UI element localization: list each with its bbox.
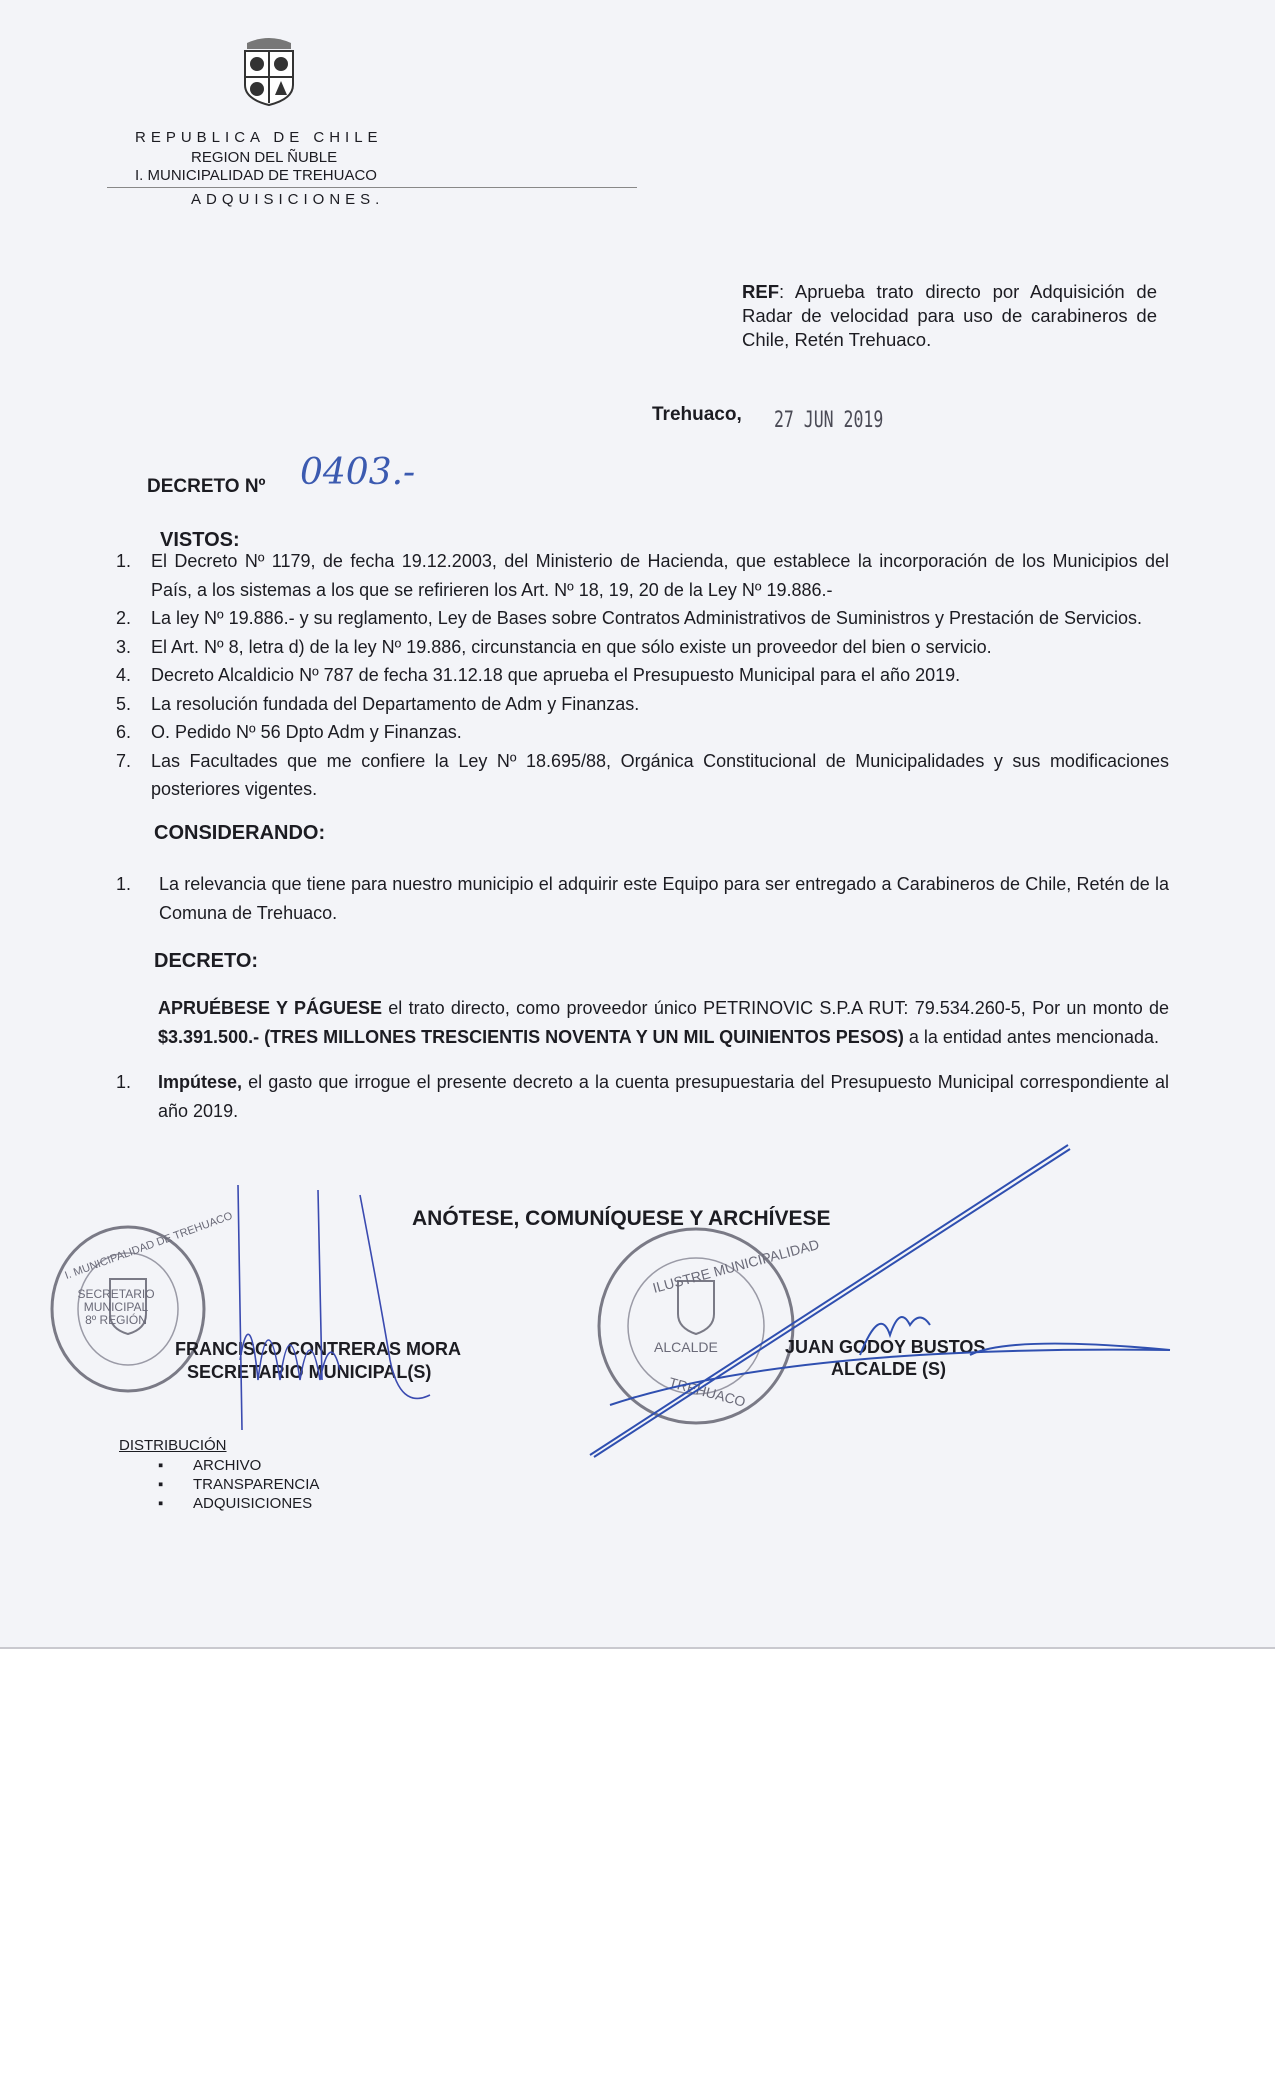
considerando-title: CONSIDERANDO: — [154, 822, 326, 844]
distribution-list — [158, 1456, 319, 1513]
secretary-stamp-ring-text: I. MUNICIPALIDAD DE TREHUACO — [63, 1210, 235, 1282]
mayor-signature-icon — [590, 1145, 1170, 1465]
decreto-title: DECRETO: — [154, 950, 259, 972]
list-item: 3. El Art. Nº 8, letra d) de la ley Nº 19.886, circunstancia en que sólo existe un proveedor del bien o servicio. — [116, 636, 992, 657]
considerando-list — [116, 870, 1169, 927]
mayor-stamp-city: TREHUACO — [667, 1374, 748, 1410]
header-department: ADQUISICIONES. — [191, 191, 385, 208]
header-country: REPUBLICA DE CHILE — [135, 129, 383, 146]
list-item: 1. Impútese, el gasto que irrogue el presente decreto a la cuenta presupuestaria del Presupuesto Municipal correspondiente al año 2019. — [116, 1072, 1169, 1121]
mayor-title: ALCALDE (S) — [831, 1359, 946, 1379]
list-item: 2. La ley Nº 19.886.- y su reglamento, Ley de Bases sobre Contratos Administrativos de Suministros y Prestación de Servicios. — [116, 608, 1143, 628]
secretary-title: SECRETARIO MUNICIPAL(S) — [187, 1362, 432, 1382]
list-item: 7. Las Facultades que me confiere la Ley Nº 18.695/88, Orgánica Constitucional de Municipalidades y sus modificaciones posteriores vigentes. — [116, 750, 1169, 799]
mayor-name: JUAN GODOY BUSTOS — [785, 1337, 986, 1357]
list-item: 1. El Decreto Nº 1179, de fecha 19.12.2003, del Ministerio de Hacienda, que establece la incorporación de los Municipios del País, a los sistemas a los que se refirieren los Art. Nº 18, 19, 20 de la Ley Nº 19.886.- — [116, 551, 1169, 600]
list-item: ▪ ADQUISICIONES — [158, 1495, 313, 1512]
mayor-stamp-ring-text: ILUSTRE MUNICIPALIDAD — [650, 1236, 821, 1296]
list-item: 6. O. Pedido Nº 56 Dpto Adm y Finanzas. — [116, 722, 462, 742]
secretary-stamp-text: SECRETARIO MUNICIPAL 8º REGIÓN — [77, 1287, 155, 1327]
approval-paragraph: APRUÉBESE Y PÁGUESE el trato directo, como proveedor único PETRINOVIC S.P.A RUT: 79.534.260-5, Por un monto de $3.391.500.- (TRES MILLONES TRESCIENTIS NOVENTA Y UN MIL QUINIENTOS PESOS) a la entidad antes mencionada. — [158, 998, 1170, 1047]
secretary-signature-icon — [230, 1180, 460, 1440]
header-region: REGION DEL ÑUBLE — [191, 149, 338, 166]
vistos-list — [116, 547, 1169, 804]
header-divider — [107, 187, 637, 188]
reference-block — [742, 280, 1157, 352]
list-item: 5. La resolución fundada del Departamento de Adm y Finanzas. — [116, 693, 640, 714]
municipal-crest-icon — [241, 33, 297, 107]
list-item: ▪ TRANSPARENCIA — [158, 1476, 320, 1493]
distribution-title: DISTRIBUCIÓN — [119, 1437, 227, 1454]
date-stamp: 27 JUN 2019 — [774, 408, 884, 433]
ref-text: : Aprueba trato directo por Adquisición de Radar de velocidad para uso de carabineros de Chile, Retén Trehuaco. — [742, 281, 1157, 350]
decree-number-handwritten: 0403.- — [300, 452, 416, 493]
list-item: 1. La relevancia que tiene para nuestro municipio el adquirir este Equipo para ser entregado a Carabineros de Chile, Retén de la Comuna de Trehuaco. — [116, 874, 1169, 923]
list-item: 4. Decreto Alcaldicio Nº 787 de fecha 31.12.18 que aprueba el Presupuesto Municipal para el año 2019. — [116, 665, 961, 685]
vistos-title: VISTOS: — [160, 529, 240, 551]
header-municipality: I. MUNICIPALIDAD DE TREHUACO — [135, 167, 377, 184]
secretary-name: FRANCISCO CONTRERAS MORA — [175, 1339, 461, 1359]
decree-label: DECRETO Nº — [147, 476, 266, 497]
list-item: ▪ ARCHIVO — [158, 1457, 262, 1474]
decreto-list — [116, 1068, 1169, 1125]
place: Trehuaco, — [652, 404, 742, 425]
ref-label: REF — [742, 281, 779, 302]
closing-formula: ANÓTESE, COMUNÍQUESE Y ARCHÍVESE — [412, 1207, 831, 1230]
mayor-stamp-title: ALCALDE — [654, 1339, 718, 1355]
